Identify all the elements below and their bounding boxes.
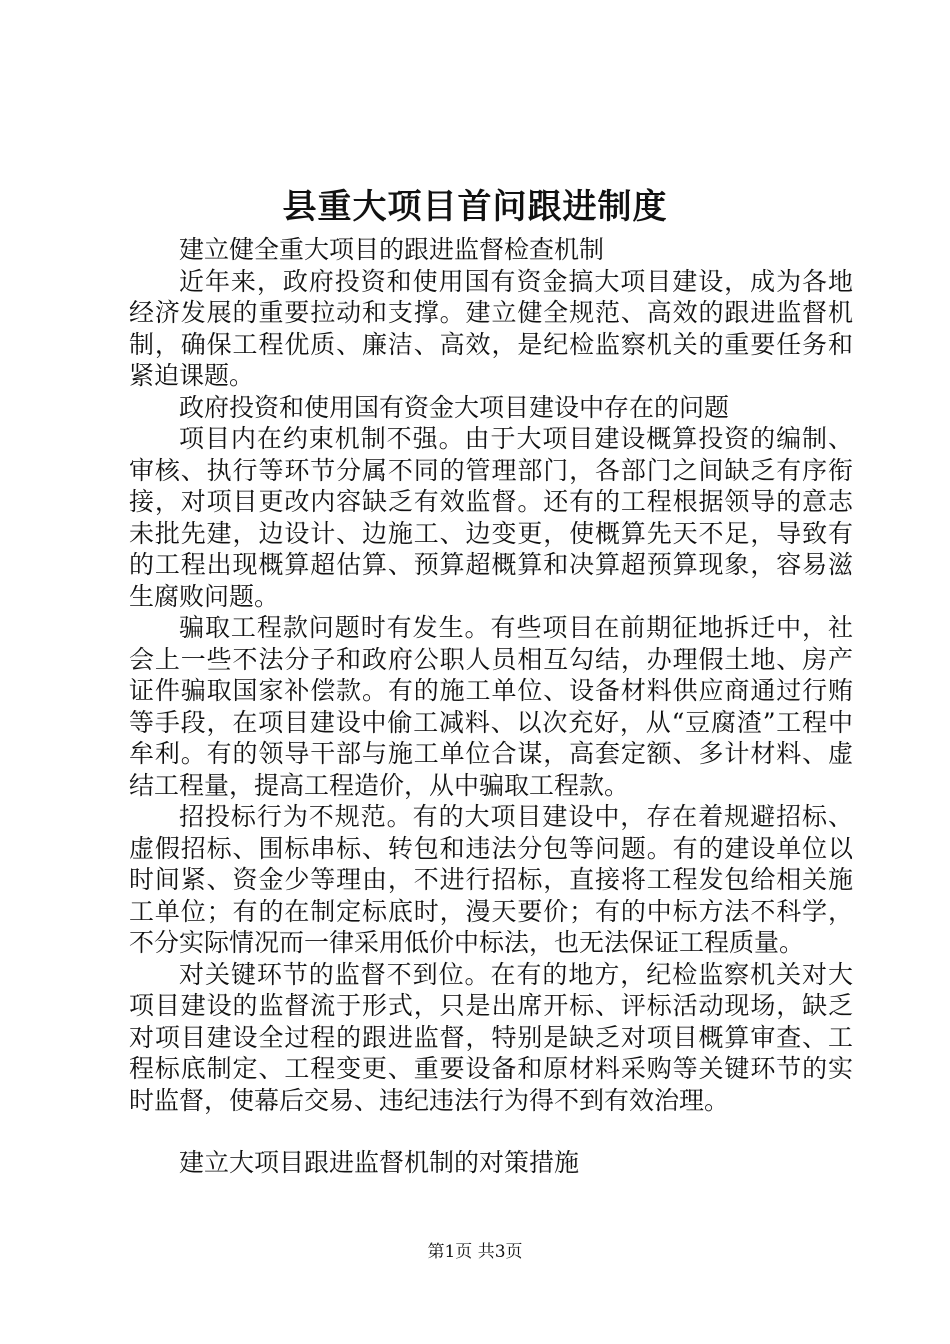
section-heading: 政府投资和使用国有资金大项目建设中存在的问题 [179,392,730,422]
paragraph: 招投标行为不规范。有的大项目建设中，存在着规避招标、虚假招标、围标串标、转包和违法分包等问题。有的建设单位以时间紧、资金少等理由，不进行招标，直接将工程发包给相关施工单位；有的在制定标底时，漫天要价；有的中标方法不科学，不分实际情况而一律采用低价中标法，也无法保证工程质量。 [129,802,853,957]
page-number: 第1页 共3页 [427,1242,523,1262]
paragraph: 项目内在约束机制不强。由于大项目建设概算投资的编制、审核、执行等环节分属不同的管理部门，各部门之间缺乏有序衔接，对项目更改内容缺乏有效监督。还有的工程根据领导的意志未批先建，边设计、边施工、边变更，使概算先天不足，导致有的工程出现概算超估算、预算超概算和决算超预算现象，容易滋生腐败问题。 [129,424,853,611]
document-title: 县重大项目首问跟进制度 [282,187,668,227]
paragraph: 骗取工程款问题时有发生。有些项目在前期征地拆迁中，社会上一些不法分子和政府公职人员相互勾结，办理假土地、房产证件骗取国家补偿款。有的施工单位、设备材料供应商通过行贿等手段，在项目建设中偷工减料、以次充好，从“豆腐渣”工程中牟利。有的领导干部与施工单位合谋，高套定额、多计材料、虚结工程量，提高工程造价，从中骗取工程款。 [129,613,853,800]
paragraph: 对关键环节的监督不到位。在有的地方，纪检监察机关对大项目建设的监督流于形式，只是出席开标、评标活动现场，缺乏对项目建设全过程的跟进监督，特别是缺乏对项目概算审查、工程标底制定、工程变更、重要设备和原材料采购等关键环节的实时监督，使幕后交易、违纪违法行为得不到有效治理。 [129,959,853,1115]
section-heading: 建立大项目跟进监督机制的对策措施 [179,1148,580,1177]
paragraph: 近年来，政府投资和使用国有资金搞大项目建设，成为各地经济发展的重要拉动和支撑。建立健全规范、高效的跟进监督机制，确保工程优质、廉洁、高效，是纪检监察机关的重要任务和紧迫课题。 [129,266,853,390]
document-body [129,234,853,1179]
section-heading: 建立健全重大项目的跟进监督检查机制 [179,235,605,264]
